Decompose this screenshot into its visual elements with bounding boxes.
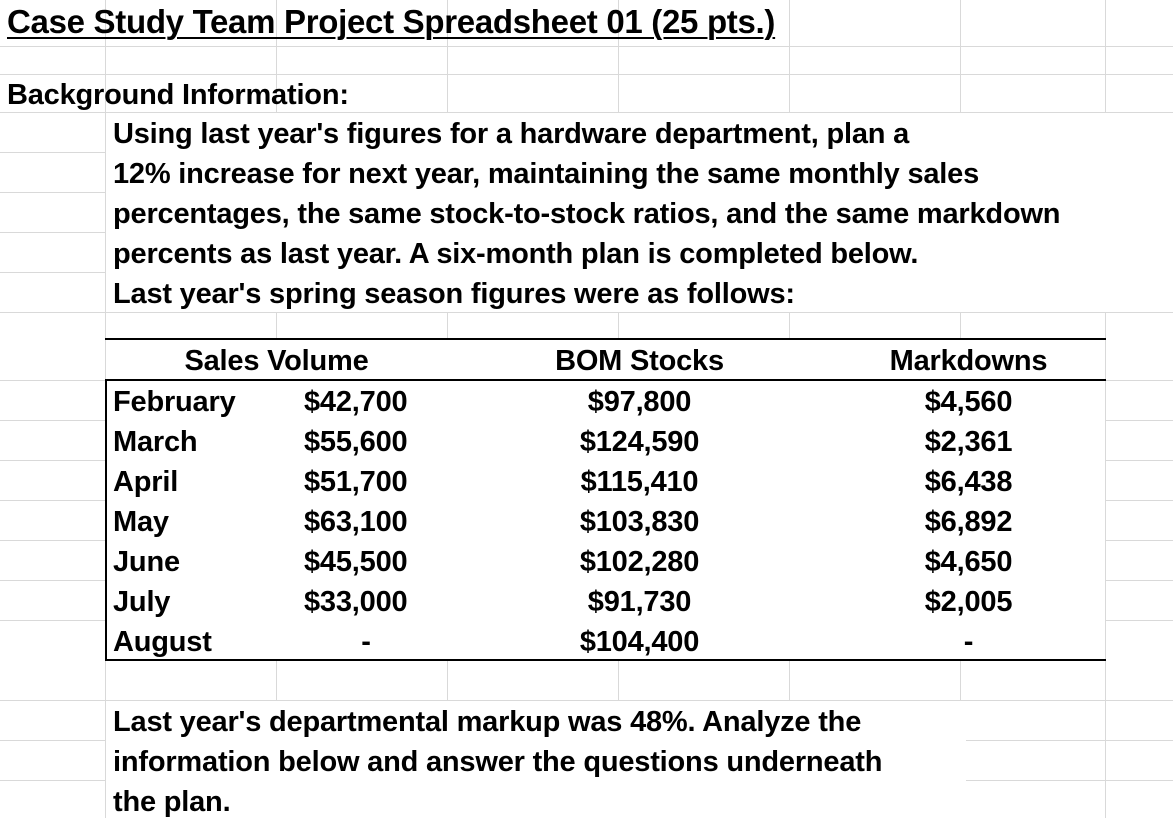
sales-cell: $42,700 [304,386,408,418]
bom-cell: $97,800 [587,386,692,418]
sales-cell: $45,500 [304,546,408,578]
table-bottom-border [105,659,1106,661]
header-sales-volume: Sales Volume [184,345,369,377]
month-cell: February [113,386,236,418]
header-markdowns: Markdowns [889,345,1048,377]
intro-line: Using last year's figures for a hardware department, plan a [113,118,910,150]
grid-row-line [0,46,1173,47]
header-bom-stocks: BOM Stocks [555,345,724,377]
sales-cell: $51,700 [304,466,408,498]
page-title: Case Study Team Project Spreadsheet 01 (25 pts.) [7,3,776,40]
table-header-border [105,379,1106,381]
bom-cell: $91,730 [587,586,692,618]
month-cell: August [113,626,212,658]
bom-cell: $103,830 [579,506,700,538]
closing-line: the plan. [113,786,231,818]
grid-row-line [0,74,1173,75]
intro-line: percents as last year. A six-month plan is completed below. [113,238,919,270]
table-left-border [105,380,107,660]
sales-cell: $33,000 [304,586,408,618]
intro-line: 12% increase for next year, maintaining the same monthly sales [113,158,980,190]
bom-cell: $102,280 [579,546,700,578]
markdowns-cell: $2,005 [924,586,1013,618]
markdowns-cell: $6,892 [924,506,1013,538]
month-cell: April [113,466,179,498]
sales-cell: $55,600 [304,426,408,458]
sales-cell: - [361,626,371,658]
background-heading: Background Information: [7,79,349,111]
markdowns-cell: $4,650 [924,546,1013,578]
bom-cell: $115,410 [580,466,699,498]
markdowns-cell: $6,438 [924,466,1013,498]
month-cell: March [113,426,198,458]
markdowns-cell: $4,560 [924,386,1013,418]
grid-row-line [0,312,1173,313]
sales-cell: $63,100 [304,506,408,538]
closing-line: information below and answer the questions underneath [113,746,883,778]
bom-cell: $104,400 [579,626,700,658]
markdowns-cell: - [963,626,974,658]
intro-line: percentages, the same stock-to-stock ratios, and the same markdown [113,198,1061,230]
month-cell: July [113,586,171,618]
intro-line: Last year's spring season figures were as follows: [113,278,795,310]
month-cell: May [113,506,169,538]
closing-line: Last year's departmental markup was 48%. Analyze the [113,706,862,738]
table-top-border [105,338,1106,340]
month-cell: June [113,546,180,578]
bom-cell: $124,590 [579,426,700,458]
markdowns-cell: $2,361 [924,426,1013,458]
